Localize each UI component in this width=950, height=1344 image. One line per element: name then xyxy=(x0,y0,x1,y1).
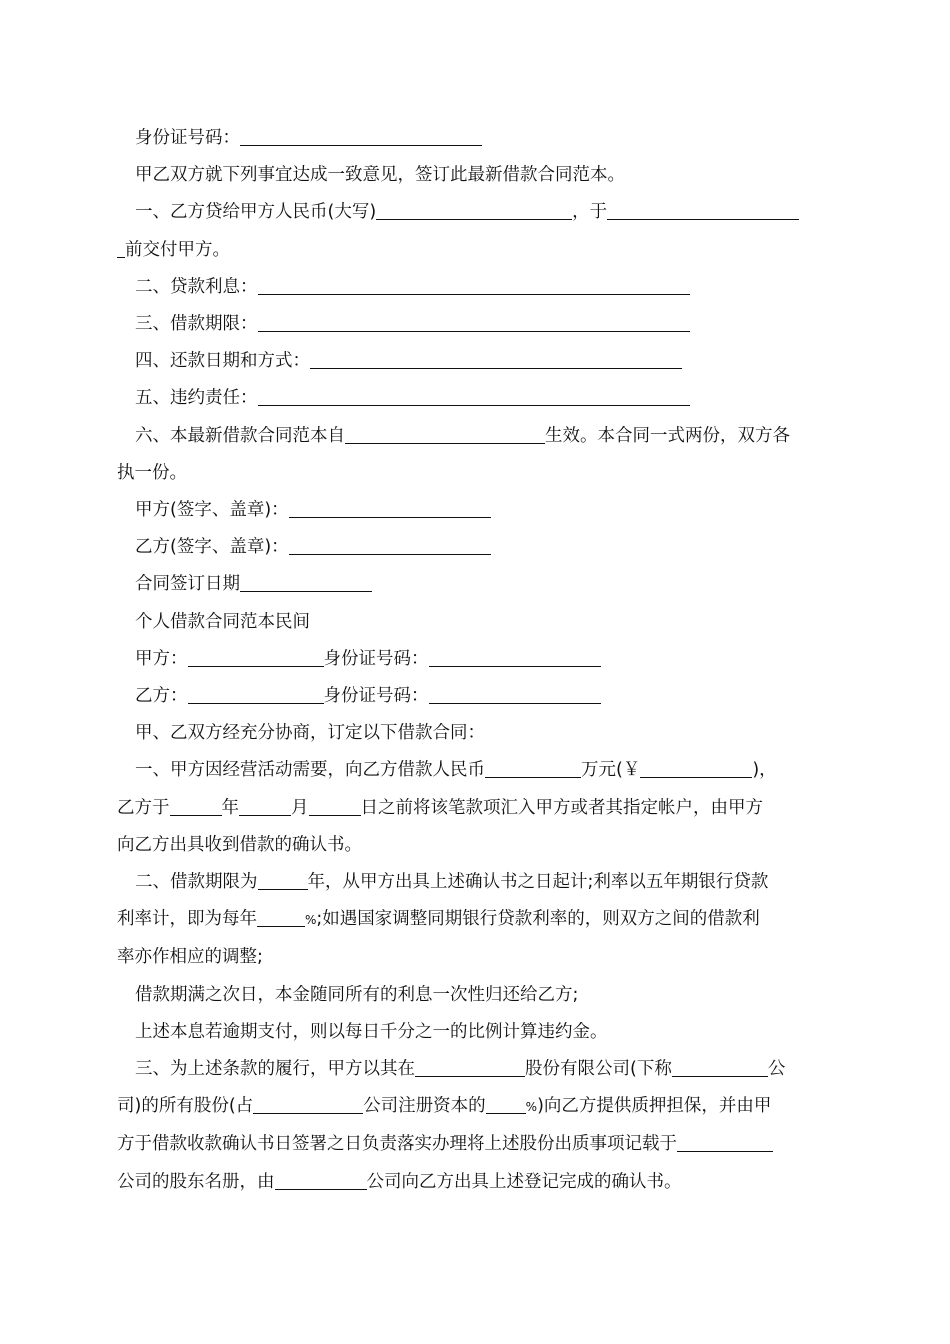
party-a-id-label: 身份证号码： xyxy=(323,648,429,669)
clause-term xyxy=(117,306,837,343)
loan-years-blank xyxy=(258,869,308,890)
maturity-clause xyxy=(117,977,837,1014)
pledge-clause-line-d xyxy=(117,1164,837,1201)
clause-effective-cont xyxy=(117,455,837,492)
loan-clause-2-text-b: 年，从甲方出具上述确认书之日起计;利率以五年期银行贷款 xyxy=(307,872,769,893)
party-b-label: 乙方： xyxy=(135,686,188,707)
clause-1-line-a xyxy=(117,194,837,231)
pledge-text-e: 公司注册资本的 xyxy=(363,1096,486,1117)
party-a-signature xyxy=(117,492,837,529)
pledge-text-b: 股份有限公司(下称 xyxy=(525,1059,672,1080)
month-label: 月 xyxy=(291,797,309,818)
sign-date-blank xyxy=(240,571,372,592)
liability-blank xyxy=(258,385,690,406)
interest-blank xyxy=(258,274,690,295)
loan-clause-1-text-c: )， xyxy=(752,760,777,781)
loan-clause-1-line-b xyxy=(117,790,837,827)
term-label: 三、借款期限： xyxy=(135,314,258,335)
loan-amount-blank xyxy=(485,757,581,778)
loan-clause-1-line-c xyxy=(117,827,837,864)
annual-rate-blank xyxy=(257,906,305,927)
party-b-signature xyxy=(117,529,837,566)
clause-1-text-b: ，于 xyxy=(572,202,608,223)
loan-amount-yuan-blank xyxy=(640,757,752,778)
effective-text-a: 六、本最新借款合同范本自 xyxy=(135,425,345,446)
confirm-company-blank xyxy=(275,1169,367,1190)
pledge-text-g: 方于借款收款确认书日签署之日负责落实办理将上述股份出质事项记载于 xyxy=(117,1134,677,1155)
id-number-line xyxy=(117,120,837,157)
party-b-line xyxy=(117,678,837,715)
amount-upper-blank xyxy=(376,199,572,220)
party-b-id-blank xyxy=(429,683,601,704)
pledge-clause-line-a xyxy=(117,1051,837,1088)
clause-1-line-b xyxy=(117,232,837,269)
effective-text-c: 执一份。 xyxy=(117,462,187,483)
pledge-text-c: 公 xyxy=(767,1059,786,1080)
delivery-date-blank xyxy=(607,199,799,220)
pledge-text-a: 三、为上述条款的履行，甲方以其在 xyxy=(135,1059,415,1080)
register-company-blank xyxy=(677,1131,773,1152)
clause-1-text-c: 前交付甲方。 xyxy=(125,239,230,260)
party-b-signature-blank xyxy=(289,534,491,555)
loan-clause-2-line-b xyxy=(117,901,837,939)
year-blank xyxy=(170,795,222,816)
agreement-intro xyxy=(117,157,837,194)
maturity-text: 借款期满之次日，本金随同所有的利息一次性归还给乙方; xyxy=(135,984,579,1005)
sign-date xyxy=(117,566,837,603)
pledge-text-d: 司)的所有股份(占 xyxy=(117,1096,254,1117)
loan-clause-1-text-d: 乙方于 xyxy=(117,797,170,818)
loan-clause-2-line-c xyxy=(117,939,837,976)
company-short-blank xyxy=(672,1056,768,1077)
party-a-id-blank xyxy=(429,646,601,667)
pledge-clause-line-c xyxy=(117,1126,837,1163)
loan-clause-2-line-a xyxy=(117,864,837,901)
party-a-line xyxy=(117,641,837,678)
party-a-name-blank xyxy=(188,646,324,667)
pledge-text-h: 公司的股东名册，由 xyxy=(117,1171,275,1192)
party-a-signature-blank xyxy=(289,497,491,518)
loan-clause-1-text-f: 向乙方出具收到借款的确认书。 xyxy=(117,834,362,855)
interest-label: 二、贷款利息： xyxy=(135,276,258,297)
loan-clause-2-text-d: ;如遇国家调整同期银行贷款利率的，则双方之间的借款利 xyxy=(316,909,760,930)
day-blank xyxy=(309,795,361,816)
penalty-clause xyxy=(117,1014,837,1051)
term-blank xyxy=(258,311,690,332)
month-blank xyxy=(239,795,291,816)
id-number-blank xyxy=(240,125,482,146)
repayment-blank xyxy=(310,348,682,369)
party-a-label: 甲方： xyxy=(135,648,188,669)
share-percent-sign: % xyxy=(525,1100,538,1115)
party-b-id-label: 身份证号码： xyxy=(323,686,429,707)
pledge-clause-line-b xyxy=(117,1088,837,1126)
party-b-signature-label: 乙方(签字、盖章)： xyxy=(135,537,289,558)
delivery-date-blank-cont xyxy=(117,237,125,258)
share-company-blank xyxy=(253,1093,363,1114)
loan-clause-2-text-e: 率亦作相应的调整; xyxy=(117,947,263,968)
loan-clause-2-text-a: 二、借款期限为 xyxy=(135,872,258,893)
effective-date-blank xyxy=(345,423,545,444)
repayment-label: 四、还款日期和方式： xyxy=(135,351,310,372)
negotiation-intro-text: 甲、乙双方经充分协商，订定以下借款合同： xyxy=(135,723,485,744)
year-label: 年 xyxy=(221,797,239,818)
clause-effective xyxy=(117,418,837,455)
penalty-text: 上述本息若逾期支付，则以每日千分之一的比例计算违约金。 xyxy=(135,1021,608,1042)
share-percent-blank xyxy=(486,1093,526,1114)
party-a-signature-label: 甲方(签字、盖章)： xyxy=(135,500,289,521)
loan-clause-1-line-a xyxy=(117,752,837,789)
effective-text-b: 生效。本合同一式两份，双方各 xyxy=(545,425,790,446)
loan-clause-1-text-e: 日之前将该笔款项汇入甲方或者其指定帐户，由甲方 xyxy=(360,797,763,818)
loan-clause-1-text-b: 万元(￥ xyxy=(581,760,641,781)
sign-date-label: 合同签订日期 xyxy=(135,574,240,595)
clause-repayment xyxy=(117,343,837,380)
contract-body xyxy=(117,120,837,1201)
loan-clause-1-text-a: 一、甲方因经营活动需要，向乙方借款人民币 xyxy=(135,760,485,781)
pledge-text-i: 公司向乙方出具上述登记完成的确认书。 xyxy=(366,1171,682,1192)
liability-label: 五、违约责任： xyxy=(135,388,258,409)
section-heading-text: 个人借款合同范本民间 xyxy=(135,611,310,632)
negotiation-intro xyxy=(117,715,837,752)
id-number-label: 身份证号码： xyxy=(135,128,240,148)
loan-clause-2-text-c: 利率计，即为每年 xyxy=(117,909,257,930)
agreement-intro-text: 甲乙双方就下列事宜达成一致意见，签订此最新借款合同范本。 xyxy=(135,165,625,186)
section-heading xyxy=(117,604,837,641)
party-b-name-blank xyxy=(188,683,324,704)
percent-sign: % xyxy=(305,913,317,928)
pledge-text-f: )向乙方提供质押担保，并由甲 xyxy=(537,1096,772,1117)
clause-liability xyxy=(117,380,837,417)
clause-1-text-a: 一、乙方贷给甲方人民币(大写) xyxy=(135,202,377,223)
clause-interest xyxy=(117,269,837,306)
company-name-blank xyxy=(415,1056,525,1077)
